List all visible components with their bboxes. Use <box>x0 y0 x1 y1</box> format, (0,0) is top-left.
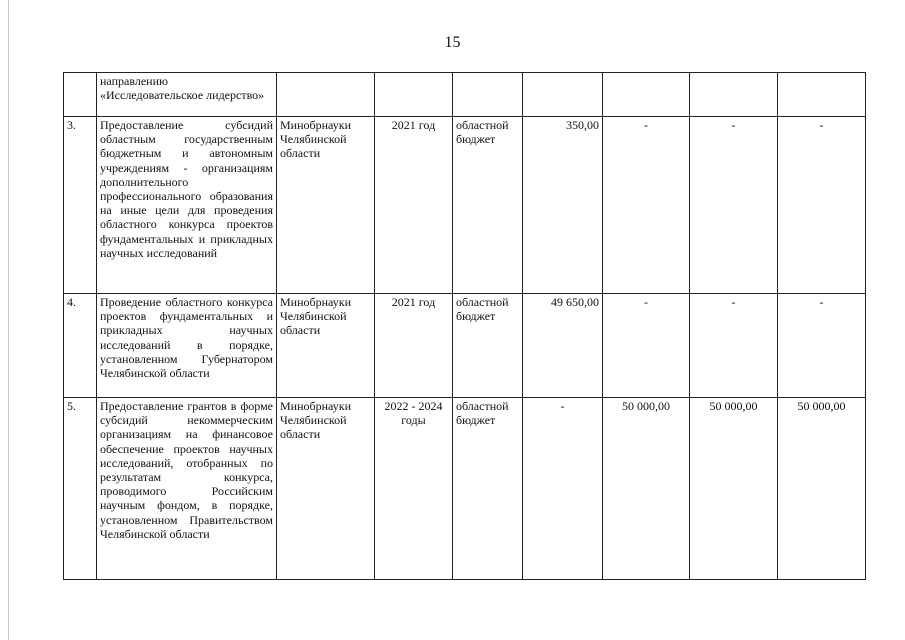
amount-3: 50 000,00 <box>690 398 778 580</box>
amount-1: - <box>523 398 603 580</box>
measure-name: направлению «Исследовательское лидерство» <box>97 73 277 117</box>
funding-source: областной бюджет <box>453 398 523 580</box>
table-row <box>64 117 866 294</box>
amount-4: - <box>778 117 866 294</box>
funding-source <box>453 73 523 117</box>
executor: Минобрнауки Челябинской области <box>277 294 375 398</box>
amount-1: 49 650,00 <box>523 294 603 398</box>
row-number: 3. <box>64 117 97 294</box>
amount-2: 50 000,00 <box>603 398 690 580</box>
page-number: 15 <box>444 34 461 51</box>
amount-4: 50 000,00 <box>778 398 866 580</box>
measure-name: Предоставление грантов в форме субсидий некоммерческим организациям на финансовое обеспечение проектов научных исследований, отобранных по результатам конкурса, проводимого Российским научным фондом, в порядке, установленном Правительством Челябинской области <box>97 398 277 580</box>
period: 2021 год <box>375 117 453 294</box>
measures-table <box>63 72 866 580</box>
funding-source: областной бюджет <box>453 117 523 294</box>
executor <box>277 73 375 117</box>
period: 2022 - 2024 годы <box>375 398 453 580</box>
amount-2: - <box>603 117 690 294</box>
measure-name: Проведение областного конкурса проектов фундаментальных и прикладных научных исследований в порядке, установленном Губернатором Челябинской области <box>97 294 277 398</box>
amount-2 <box>603 73 690 117</box>
table-row <box>64 73 866 117</box>
table-row <box>64 294 866 398</box>
funding-source: областной бюджет <box>453 294 523 398</box>
amount-1: 350,00 <box>523 117 603 294</box>
executor: Минобрнауки Челябинской области <box>277 117 375 294</box>
amount-4: - <box>778 294 866 398</box>
amount-3 <box>690 73 778 117</box>
amount-1 <box>523 73 603 117</box>
measure-name: Предоставление субсидий областным государственным бюджетным и автономным учреждениям - организациям дополнительного профессионального образования на иные цели для проведения областного конкурса проектов фундаментальных и прикладных научных исследований <box>97 117 277 294</box>
amount-4 <box>778 73 866 117</box>
row-number <box>64 73 97 117</box>
page-edge-line <box>8 0 9 640</box>
table-row <box>64 398 866 580</box>
period: 2021 год <box>375 294 453 398</box>
row-number: 5. <box>64 398 97 580</box>
amount-2: - <box>603 294 690 398</box>
amount-3: - <box>690 117 778 294</box>
row-number: 4. <box>64 294 97 398</box>
executor: Минобрнауки Челябинской области <box>277 398 375 580</box>
period <box>375 73 453 117</box>
amount-3: - <box>690 294 778 398</box>
